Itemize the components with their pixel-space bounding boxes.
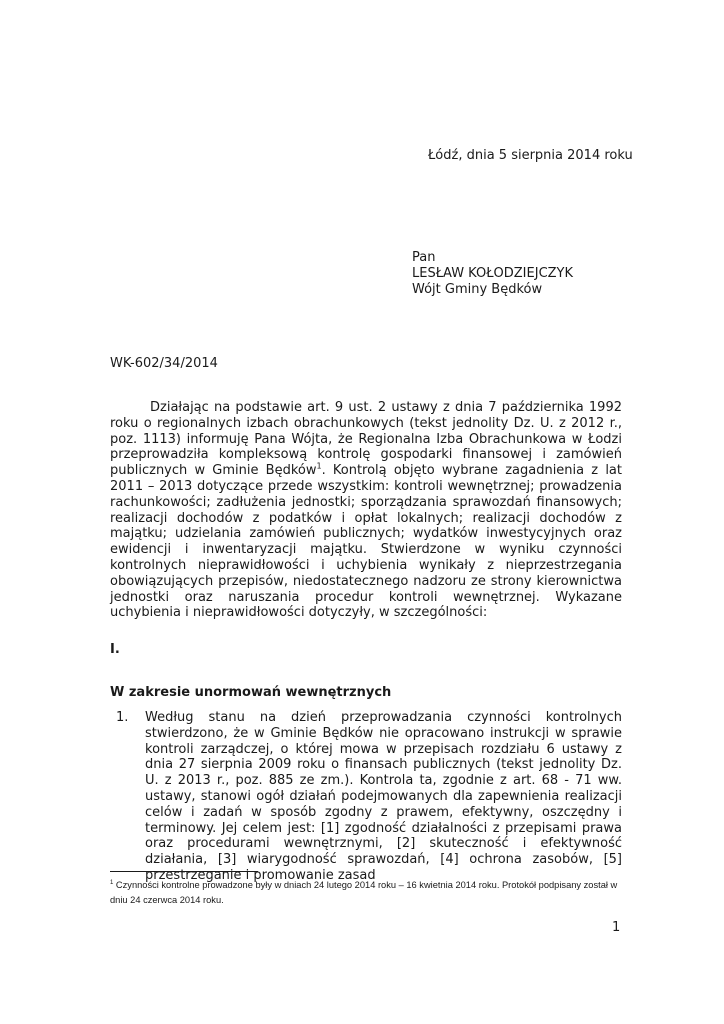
intro-text-part2: . Kontrolą objęto wybrane zagadnienia z lat 2011 – 2013 dotyczące przede wszystkim: kontroli wewnętrznej; prowadzenia rachunkowości; zadłużenia jednostki; sporządzania sprawozdań finansowych; realizacji dochodów z podatków i opłat lokalnych; realizacji dochodów z majątku; udzielania zamówień publicznych; wydatków inwestycyjnych oraz ewidencji i inwentaryzacji majątku. Stwierdzone w wyniku czynności kontrolnych nieprawidłowości i uchybienia wynikały z nieprzestrzegania obowiązujących przepisów, niedostatecznego nadzoru ze strony kierownictwa jednostki oraz naruszania procedur kontroli wewnętrznej. Wykazane uchybienia i nieprawidłowości dotyczyły, w szczególności: <box>110 463 622 621</box>
page-number: 1 <box>612 920 621 935</box>
addressee-block <box>412 250 573 298</box>
addressee-title: Wójt Gminy Będków <box>412 282 543 297</box>
intro-text-part1: Działając na podstawie art. 9 ust. 2 ustawy z dnia 7 października 1992 roku o regionalnych izbach obrachunkowych (tekst jednolity Dz. U. z 2012 r., poz. 1113) informuję Pana Wójta, że Regionalna Izba Obrachunkowa w Łodzi przeprowadziła kompleksową kontrolę gospodarki finansowej i zamówień publicznych w Gminie Będków <box>110 400 622 479</box>
reference-number: WK-602/34/2014 <box>110 356 218 371</box>
footnote <box>110 878 622 908</box>
footnote-text: Czynności kontrolne prowadzone były w dniach 24 lutego 2014 roku – 16 kwietnia 2014 roku. Protokół podpisany został w dniu 24 czerwca 2014 roku. <box>110 880 618 905</box>
addressee-salutation: Pan <box>412 250 436 265</box>
intro-paragraph <box>110 400 622 621</box>
addressee-name: LESŁAW KOŁODZIEJCZYK <box>412 266 574 281</box>
list-item-number: 1. <box>116 710 129 725</box>
footnote-reference: 1 <box>316 461 322 471</box>
list-item-text: Według stanu na dzień przeprowadzania czynności kontrolnych stwierdzono, że w Gminie Będków nie opracowano instrukcji w sprawie kontroli zarządczej, o której mowa w przepisach rozdziału 6 ustawy z dnia 27 sierpnia 2009 roku o finansach publicznych (tekst jednolity Dz. U. z 2013 r., poz. 885 ze zm.). Kontrola ta, zgodnie z art. 68 - 71 ww. ustawy, stanowi ogół działań podejmowanych dla zapewnienia realizacji celów i zadań w sposób zgodny z prawem, efektywny, oszczędny i terminowy. Jej celem jest: [1] zgodność działalności z przepisami prawa oraz procedurami wewnętrznymi, [2] skuteczność i efektywność działania, [3] wiarygodność sprawozdań, [4] ochrona zasobów, [5] przestrzeganie i promowanie zasad <box>145 710 622 883</box>
section-heading: W zakresie unormowań wewnętrznych <box>110 685 392 700</box>
section-number: I. <box>110 642 120 657</box>
footnote-marker: 1 <box>110 879 114 886</box>
footnote-divider <box>110 871 258 872</box>
date-line: Łódź, dnia 5 sierpnia 2014 roku <box>428 148 633 163</box>
